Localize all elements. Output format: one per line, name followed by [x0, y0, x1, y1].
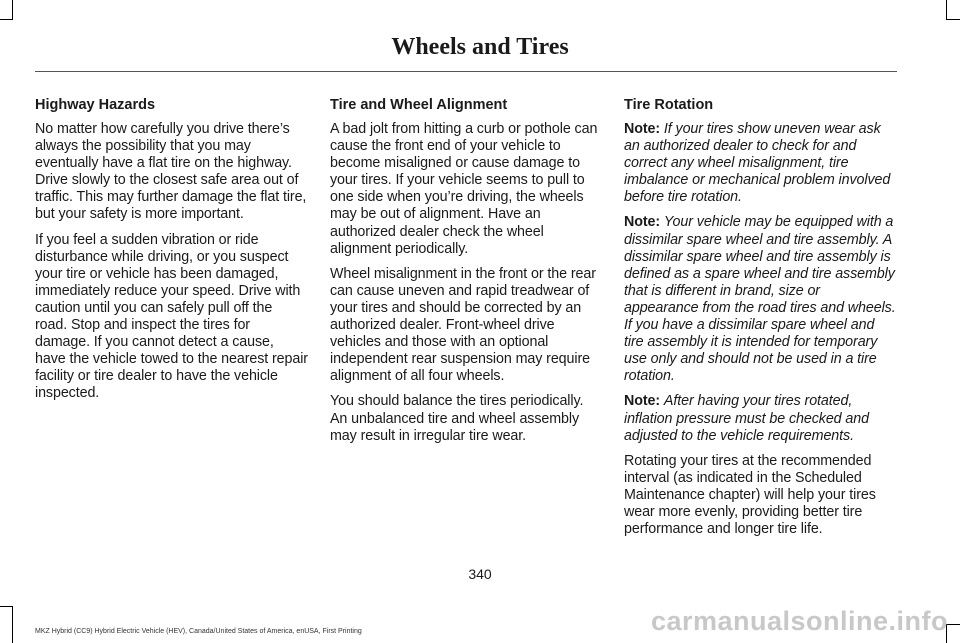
column-right — [624, 96, 897, 546]
section-heading: Highway Hazards — [35, 97, 156, 113]
paragraph: If you feel a sudden vibration or ride disturbance while driving, or you suspect your tire or vehicle has been damaged, immediately reduce your speed. Drive with caution until you can safely pull off the road. Stop and inspect the tires for damage. If you cannot detect a cause, have the vehicle towed to the nearest repair facility or tire dealer to have the vehicle inspected. — [35, 231, 308, 402]
paragraph: A bad jolt from hitting a curb or pothole can cause the front end of your vehicle to become misaligned or cause damage to your tires. If your vehicle seems to pull to one side when you’re driving, the wheels may be out of alignment. Have an authorized dealer check the wheel alignment periodically. — [330, 121, 598, 257]
column-left — [35, 96, 308, 411]
note-label: Note: — [624, 214, 661, 231]
note — [624, 214, 897, 385]
paragraph: Rotating your tires at the recommended interval (as indicated in the Scheduled Maintenance chapter) will help your tires wear more evenly, providing better tire performance and longer tire life. — [624, 452, 876, 538]
note-text: Your vehicle may be equipped with a dissimilar spare wheel and tire assembly. A dissimilar spare wheel and tire assembly is defined as a spare wheel and tire assembly that is different in brand, size or appearance from the road tires and wheels. If you have a dissimilar spare wheel and tire assembly it is intended for temporary use only and should not be used in a tire rotation. — [624, 214, 896, 385]
page-title: Wheels and Tires — [391, 34, 569, 60]
paragraph: Wheel misalignment in the front or the rear can cause uneven and rapid treadwear of your tires and should be corrected by an authorized dealer. Front-wheel drive vehicles and those with an optional independent rear suspension may require alignment of all four wheels. — [330, 265, 596, 385]
section-heading: Tire and Wheel Alignment — [330, 97, 508, 113]
crop-mark — [946, 0, 947, 20]
crop-mark — [12, 0, 13, 20]
note — [624, 393, 897, 444]
page-number: 340 — [468, 566, 492, 582]
column-middle — [330, 96, 603, 453]
crop-mark — [946, 624, 960, 625]
note-label: Note: — [624, 393, 661, 410]
paragraph: No matter how carefully you drive there’s always the possibility that you may eventually have a flat tire on the highway. Drive slowly to the closest safe area out of traffic. This may further damage the flat tire, but your safety is more important. — [35, 121, 307, 223]
note — [624, 121, 897, 206]
footer-text: MKZ Hybrid (CC9) Hybrid Electric Vehicle (HEV), Canada/United States of America, enUSA, First Printing — [35, 628, 362, 635]
crop-mark — [0, 19, 13, 20]
note-text: After having your tires rotated, inflation pressure must be checked and adjusted to the vehicle requirements. — [624, 393, 869, 444]
note-label: Note: — [624, 121, 661, 137]
crop-mark — [946, 19, 960, 20]
section-heading: Tire Rotation — [624, 97, 714, 113]
paragraph: You should balance the tires periodically. An unbalanced tire and wheel assembly may result in irregular tire wear. — [330, 393, 584, 444]
crop-mark — [12, 606, 13, 643]
watermark: carmanualsonline.info — [650, 606, 948, 636]
crop-mark — [0, 606, 13, 607]
note-text: If your tires show uneven wear ask an authorized dealer to check for and correct any wheel misalignment, tire imbalance or mechanical problem involved before tire rotation. — [624, 121, 891, 206]
header-divider — [35, 71, 897, 72]
